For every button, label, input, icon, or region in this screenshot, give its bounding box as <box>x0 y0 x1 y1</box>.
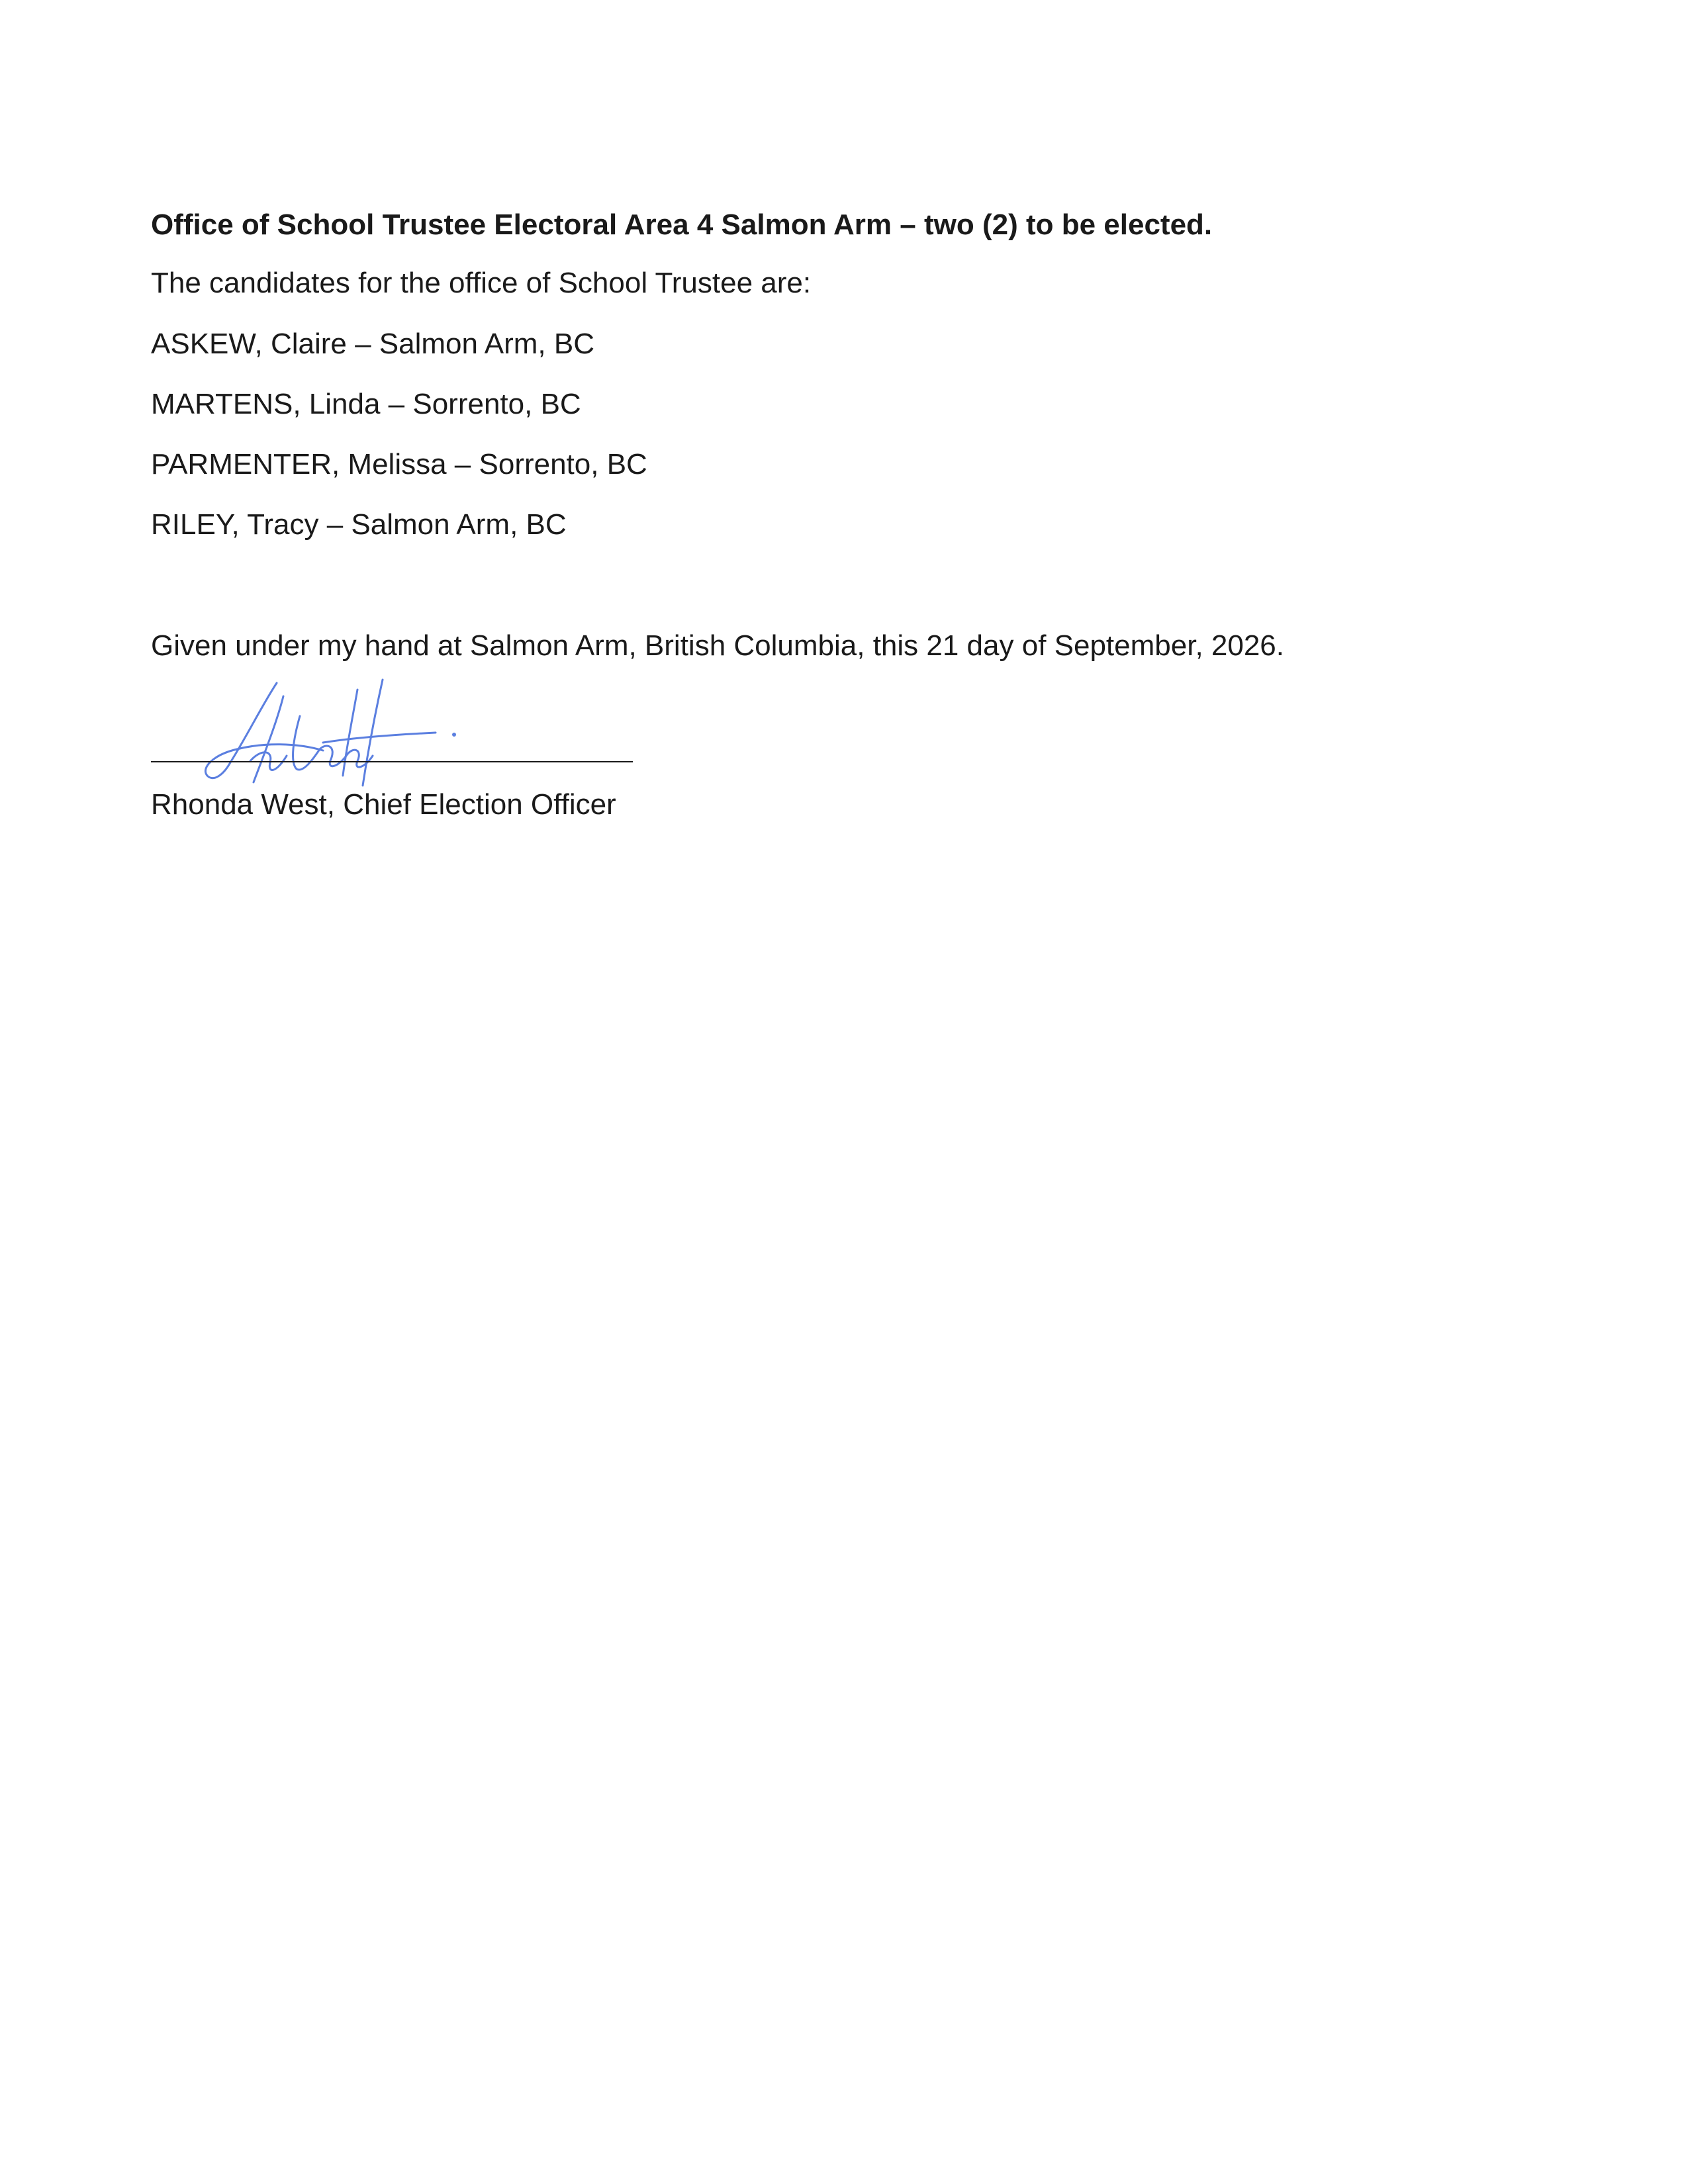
candidate-item: MARTENS, Linda – Sorrento, BC <box>151 388 581 420</box>
candidate-item: RILEY, Tracy – Salmon Arm, BC <box>151 508 567 541</box>
given-statement: Given under my hand at Salmon Arm, British Columbia, this 21 day of September, 2026. <box>151 629 1285 662</box>
candidate-item: ASKEW, Claire – Salmon Arm, BC <box>151 328 594 360</box>
signature-line <box>151 761 633 762</box>
handwritten-signature <box>184 676 475 789</box>
page-title: Office of School Trustee Electoral Area 4 Salmon Arm – two (2) to be elected. <box>151 208 1213 241</box>
signer-name: Rhonda West, Chief Election Officer <box>151 788 616 821</box>
candidates-intro: The candidates for the office of School Trustee are: <box>151 267 812 299</box>
candidate-item: PARMENTER, Melissa – Sorrento, BC <box>151 448 647 480</box>
